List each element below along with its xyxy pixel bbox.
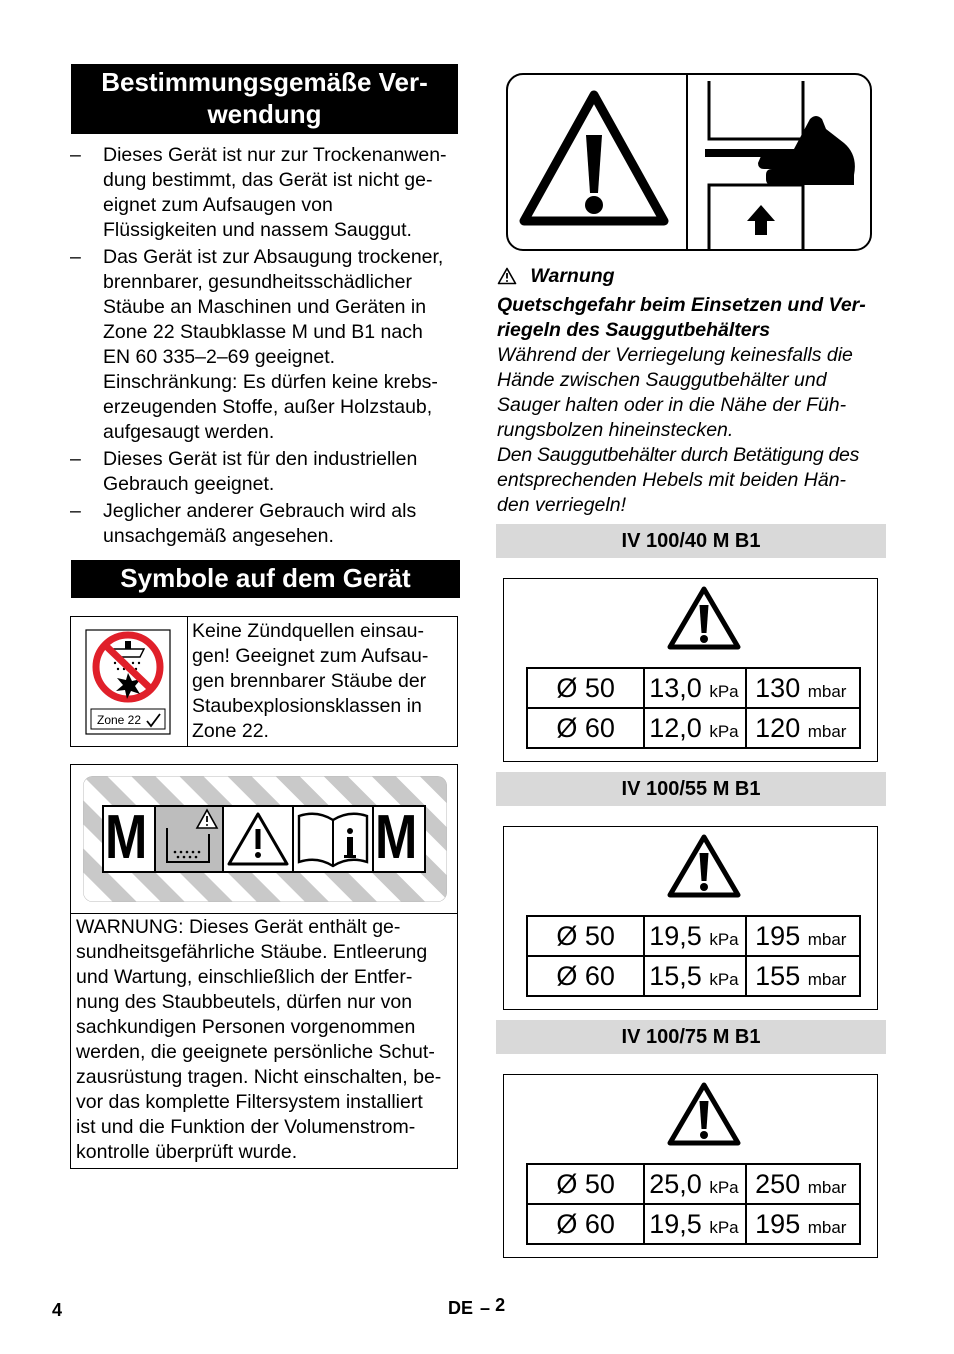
pressure-table bbox=[526, 667, 861, 749]
pressure-label bbox=[503, 578, 878, 762]
pressure-table bbox=[526, 915, 861, 997]
warning-body: Quetschgefahr beim Einsetzen und Ver- riegeln des Sauggutbehälters Während der Verriegelung keinesfalls die Hände zwischen Sauggutbehälter und Sauger halten oder in die Nähe der Füh- rungsbolzen hineinstecken. Den Sauggutbehälter durch Betätigung des entsprechenden Hebels mit beiden Hän- den verriegeln! bbox=[497, 294, 866, 516]
table-row: Ø 50 13,0 kPa 130 mbar bbox=[527, 668, 860, 708]
warning-triangle-icon bbox=[664, 1079, 744, 1149]
warning-triangle-icon bbox=[664, 831, 744, 901]
table-row: Ø 60 12,0 kPa 120 mbar bbox=[527, 708, 860, 748]
table-row: Ø 60 15,5 kPa 155 mbar bbox=[527, 956, 860, 996]
dust-warning-text: WARNUNG: Dieses Gerät enthält ge- sundheitsgefährliche Stäube. Entleerung und Wartung, einschließlich der Entfer- nung des Staubbeutels, dürfen nur von sachkundigen Personen vorgenommen werden, die geeignete persönliche Schut- zausrüstung tragen. Nicht einschalten, be- vor das komplette Filtersystem installiert ist und die Funktion der Volumenstrom- kontrolle überprüft wurde. bbox=[76, 916, 442, 1163]
list-item: – Das Gerät ist zur Absaugung trockener, brennbarer, gesundheitsschädlicher Stäube an Maschinen und Geräten in Zone 22 Staubklasse M und B1 nach EN 60 335–2–69 geeignet. Einschränkung: Es dürfen keine krebs- erzeugenden Stoffe, außer Holzstaub, aufgesaugt werden. bbox=[70, 246, 444, 443]
table-row: Ø 50 25,0 kPa 250 mbar bbox=[527, 1164, 860, 1204]
zone-symbol-table bbox=[70, 616, 458, 747]
warning-heading: Warnung bbox=[497, 264, 615, 289]
crush-hazard-pictogram bbox=[506, 73, 872, 251]
pressure-table bbox=[526, 1163, 861, 1245]
heading-line-1: Bestimmungsgemäße Ver- bbox=[101, 67, 428, 97]
pressure-label bbox=[503, 1074, 878, 1258]
list-item: – Jeglicher anderer Gebrauch wird als unsachgemäß angesehen. bbox=[70, 500, 417, 547]
heading-device-symbols: Symbole auf dem Gerät bbox=[71, 560, 460, 598]
m-letter-right: M bbox=[375, 803, 418, 872]
pressure-label bbox=[503, 826, 878, 1010]
page-number: 4 bbox=[52, 1300, 63, 1320]
no-ignition-sign bbox=[85, 629, 171, 735]
intended-use-list bbox=[70, 143, 465, 549]
dust-warning-table bbox=[70, 764, 458, 1169]
heading-line-2: wendung bbox=[207, 99, 322, 129]
table-row: Ø 60 19,5 kPa 195 mbar bbox=[527, 1204, 860, 1244]
warning-triangle-icon bbox=[497, 267, 517, 285]
zone-label: Zone 22 bbox=[97, 713, 142, 727]
model-header: IV 100/40 M B1 bbox=[496, 524, 886, 558]
warning-triangle-icon bbox=[664, 583, 744, 653]
m-class-label bbox=[83, 776, 447, 902]
model-header: IV 100/75 M B1 bbox=[496, 1020, 886, 1054]
footer-locale: DE – 2 bbox=[448, 1295, 506, 1318]
m-letter-left: M bbox=[105, 803, 148, 872]
list-item: – Dieses Gerät ist für den industriellen Gebrauch geeignet. bbox=[70, 448, 418, 495]
list-item: – Dieses Gerät ist nur zur Trockenanwen- dung bestimmt, das Gerät ist nicht ge- eignet zum Aufsaugen von Flüssigkeiten und nassem Sauggut. bbox=[70, 144, 447, 241]
model-header: IV 100/55 M B1 bbox=[496, 772, 886, 806]
table-row: Ø 50 19,5 kPa 195 mbar bbox=[527, 916, 860, 956]
heading-intended-use bbox=[71, 64, 458, 134]
zone-description: Keine Zündquellen einsau- gen! Geeignet zum Aufsau- gen brennbarer Stäube der Staubexplosionsklassen in Zone 22. bbox=[192, 620, 429, 742]
